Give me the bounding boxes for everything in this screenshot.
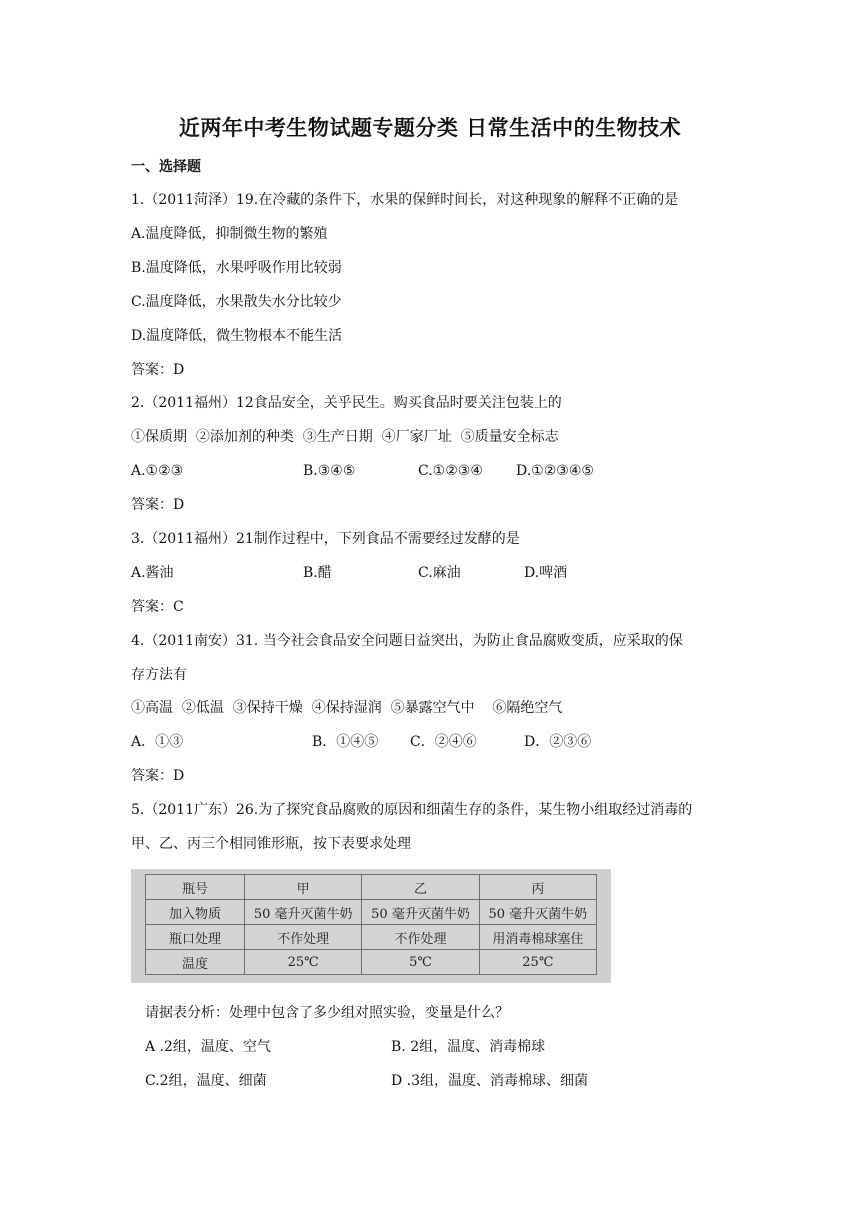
- table-cell: 25℃: [479, 950, 596, 975]
- table-cell: 不作处理: [245, 925, 362, 950]
- table-header-row: [146, 875, 597, 900]
- q2-items: ①保质期 ②添加剂的种类 ③生产日期 ④厂家厂址 ⑤质量安全标志: [131, 429, 559, 445]
- table-cell: 瓶口处理: [146, 925, 245, 950]
- q5-option-a: A .2组，温度、空气: [145, 1039, 271, 1055]
- q2-option-a: A.①②③: [131, 463, 184, 479]
- q4-option-c: C．②④⑥: [410, 734, 477, 750]
- q4-option-d: D．②③⑥: [524, 734, 592, 750]
- q2-options: [131, 462, 731, 570]
- table-cell: 50 毫升灭菌牛奶: [245, 900, 362, 925]
- q1-option-a: A.温度降低，抑制微生物的繁殖: [131, 226, 328, 242]
- q3-option-b: B.醋: [303, 565, 332, 581]
- experiment-table-photo: [131, 869, 611, 983]
- table-cell: 50 毫升灭菌牛奶: [479, 900, 596, 925]
- q2-option-d: D.①②③④⑤: [516, 463, 594, 479]
- q2-option-c: C.①②③④: [418, 463, 483, 479]
- q3-answer: 答案：C: [131, 599, 184, 615]
- table-cell: 用消毒棉球塞住: [479, 925, 596, 950]
- q5-options-row2: [145, 1072, 745, 1144]
- q5-stem-line2: 甲、乙、丙三个相同锥形瓶，按下表要求处理: [131, 836, 411, 852]
- table-cell: 50 毫升灭菌牛奶: [362, 900, 479, 925]
- q1-option-b: B.温度降低，水果呼吸作用比较弱: [131, 260, 342, 276]
- table-cell: 5℃: [362, 950, 479, 975]
- table-cell: 甲: [245, 875, 362, 900]
- q5-option-c: C.2组，温度、细菌: [145, 1073, 267, 1089]
- q4-answer: 答案：D: [131, 768, 185, 784]
- table-row: [146, 900, 597, 925]
- section-heading: 一、选择题: [131, 159, 201, 175]
- q4-options: [131, 733, 731, 841]
- q5-option-d: D .3组，温度、消毒棉球、细菌: [391, 1073, 589, 1089]
- q1-stem: 1.（2011菏泽）19.在冷藏的条件下，水果的保鲜时间长，对这种现象的解释不正确的是: [131, 192, 679, 208]
- q4-option-b: B．①④⑤: [312, 734, 379, 750]
- q4-items: ①高温 ②低温 ③保持干燥 ④保持湿润 ⑤暴露空气中 ⑥隔绝空气: [131, 700, 563, 716]
- table-cell: 瓶号: [146, 875, 245, 900]
- q3-stem: 3.（2011福州）21制作过程中，下列食品不需要经过发酵的是: [131, 531, 520, 547]
- q1-option-c: C.温度降低，水果散失水分比较少: [131, 294, 342, 310]
- q5-option-b: B. 2组，温度、消毒棉球: [391, 1039, 546, 1055]
- page-title: 近两年中考生物试题专题分类 日常生活中的生物技术: [178, 116, 682, 140]
- q1-answer: 答案：D: [131, 362, 185, 378]
- q3-options: [131, 564, 731, 672]
- q4-stem-line1: 4.（2011南安）31. 当今社会食品安全问题日益突出，为防止食品腐败变质，应采取的保: [131, 633, 683, 649]
- table-cell: 温度: [146, 950, 245, 975]
- q2-answer: 答案：D: [131, 497, 185, 513]
- q3-option-d: D.啤酒: [524, 565, 568, 581]
- q4-stem-line2: 存方法有: [131, 667, 187, 683]
- table-cell: 乙: [362, 875, 479, 900]
- table-row: [146, 925, 597, 950]
- table-row: [146, 950, 597, 975]
- q5-stem-line1: 5.（2011广东）26.为了探究食品腐败的原因和细菌生存的条件，某生物小组取经过消毒的: [131, 802, 693, 818]
- q5-question: 请据表分析：处理中包含了多少组对照实验，变量是什么？: [145, 1005, 509, 1021]
- table-cell: 不作处理: [362, 925, 479, 950]
- experiment-table: [145, 874, 597, 975]
- table-cell: 丙: [479, 875, 596, 900]
- table-cell: 25℃: [245, 950, 362, 975]
- q2-stem: 2.（2011福州）12食品安全，关乎民生。购买食品时要关注包装上的: [131, 395, 562, 411]
- table-cell: 加入物质: [146, 900, 245, 925]
- q1-option-d: D.温度降低，微生物根本不能生活: [131, 328, 343, 344]
- q2-option-b: B.③④⑤: [303, 463, 356, 479]
- q3-option-a: A.酱油: [131, 565, 174, 581]
- q4-option-a: A．①③: [131, 734, 184, 750]
- q3-option-c: C.麻油: [418, 565, 461, 581]
